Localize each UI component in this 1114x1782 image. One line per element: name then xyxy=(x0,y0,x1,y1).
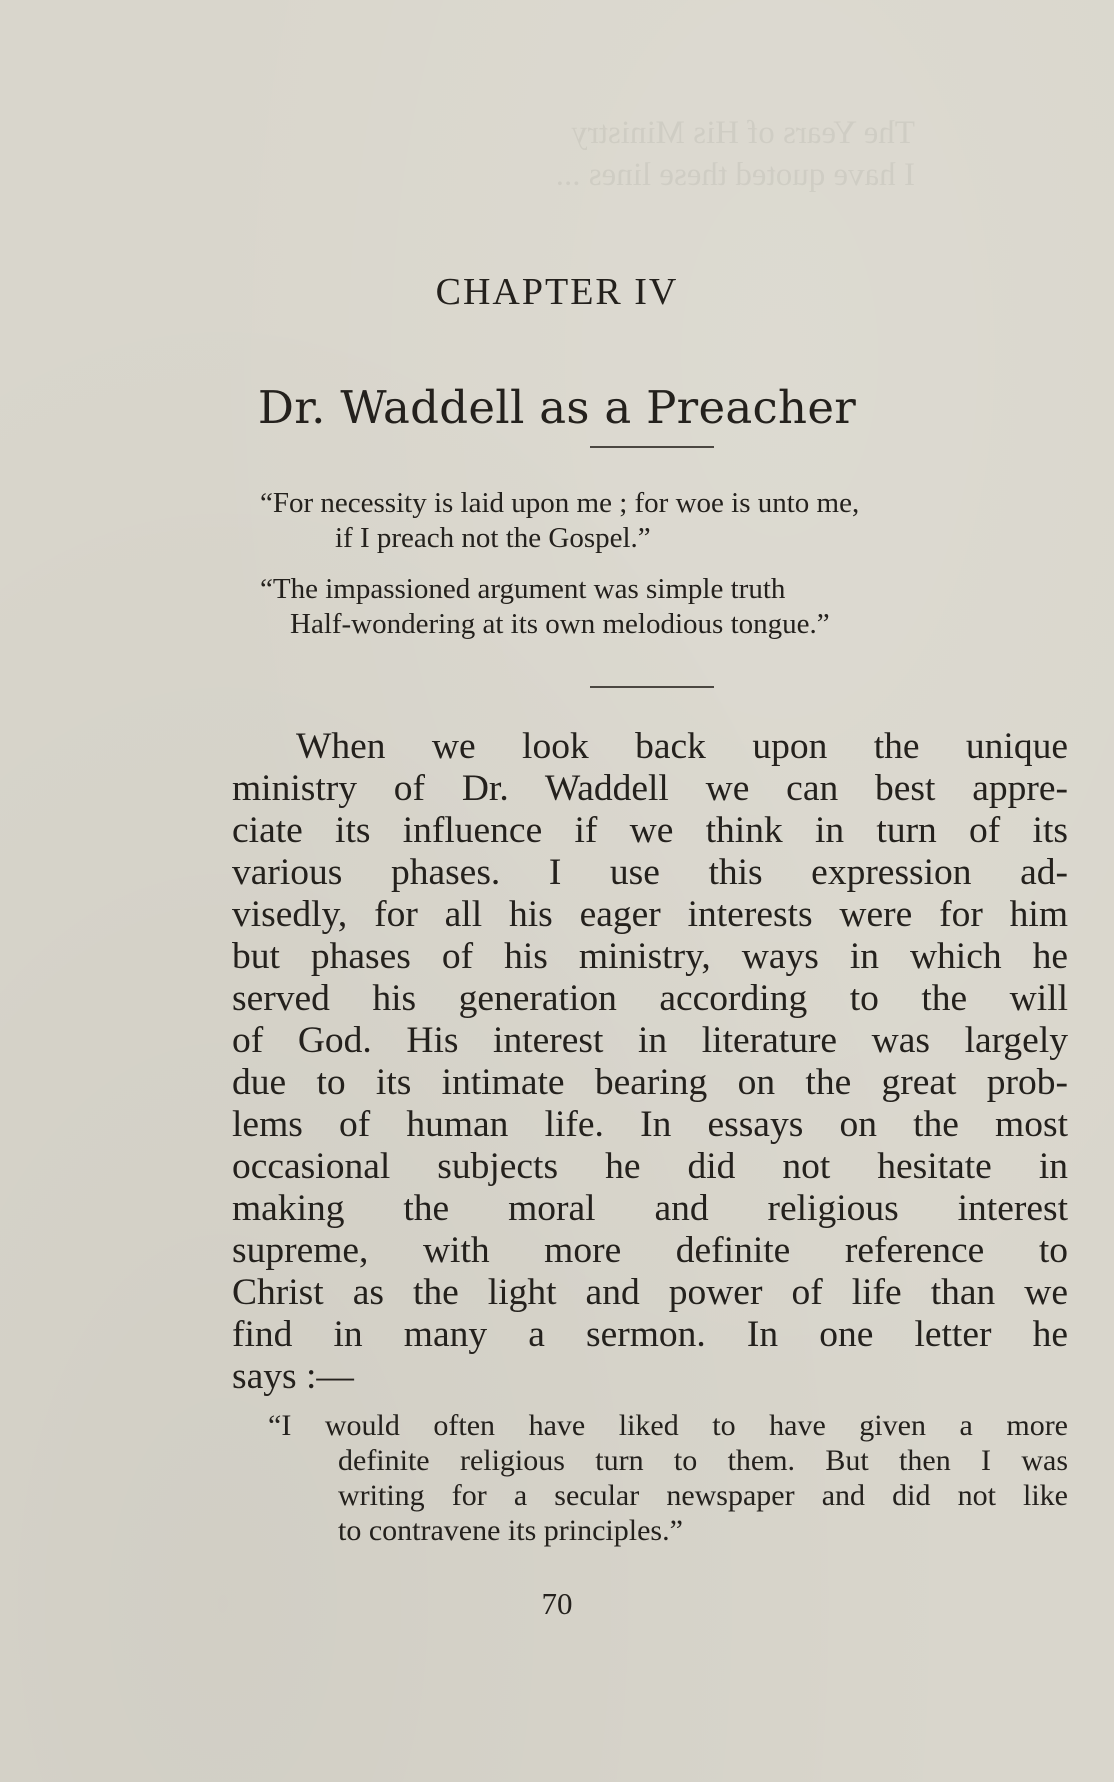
bottom-divider xyxy=(590,686,714,688)
page-number: 70 xyxy=(541,1586,573,1621)
body-line: of God. His interest in literature was largely xyxy=(232,1020,1068,1061)
body-line: making the moral and religious interest xyxy=(232,1188,1068,1229)
body-line: due to its intimate bearing on the great prob- xyxy=(232,1062,1068,1103)
body-line: ciate its influence if we think in turn of its xyxy=(232,810,1068,851)
body-line: Christ as the light and power of life than we xyxy=(232,1272,1068,1313)
letter-quote xyxy=(268,1408,1068,1548)
quote-line: writing for a secular newspaper and did not like xyxy=(338,1479,1068,1512)
body-line: occasional subjects he did not hesitate in xyxy=(232,1146,1068,1187)
body-line: visedly, for all his eager interests were for him xyxy=(232,894,1068,935)
epigraph-2-line-2: Half-wondering at its own melodious tongue.” xyxy=(290,608,830,640)
body-line: find in many a sermon. In one letter he xyxy=(232,1314,1068,1355)
epigraph-2 xyxy=(260,572,1080,642)
body-line: says :— xyxy=(232,1356,354,1397)
epigraph-1-line-2: if I preach not the Gospel.” xyxy=(335,522,651,554)
body-line: lems of human life. In essays on the most xyxy=(232,1104,1068,1145)
top-divider xyxy=(590,446,714,448)
chapter-title: Dr. Waddell as a Preacher xyxy=(257,381,857,435)
quote-line: “I would often have liked to have given a more xyxy=(268,1409,1068,1442)
epigraph-2-line-1: “The impassioned argument was simple truth xyxy=(260,573,786,605)
body-line: but phases of his ministry, ways in which he xyxy=(232,936,1068,977)
chapter-label: CHAPTER IV xyxy=(435,271,679,313)
epigraph-1 xyxy=(260,486,1080,556)
quote-line: definite religious turn to them. But then I was xyxy=(338,1444,1068,1477)
body-line: When we look back upon the unique xyxy=(296,726,1068,767)
epigraph-1-line-1: “For necessity is laid upon me ; for woe is unto me, xyxy=(260,487,860,519)
body-line: served his generation according to the will xyxy=(232,978,1068,1019)
quote-line: to contravene its principles.” xyxy=(338,1514,683,1547)
body-line: ministry of Dr. Waddell we can best appre- xyxy=(232,768,1068,809)
body-paragraph xyxy=(232,726,1068,1398)
body-line: supreme, with more definite reference to xyxy=(232,1230,1068,1271)
show-through-reverse-text: The Years of His Ministry I have quoted these lines ... xyxy=(555,115,915,193)
body-line: various phases. I use this expression ad- xyxy=(232,852,1068,893)
